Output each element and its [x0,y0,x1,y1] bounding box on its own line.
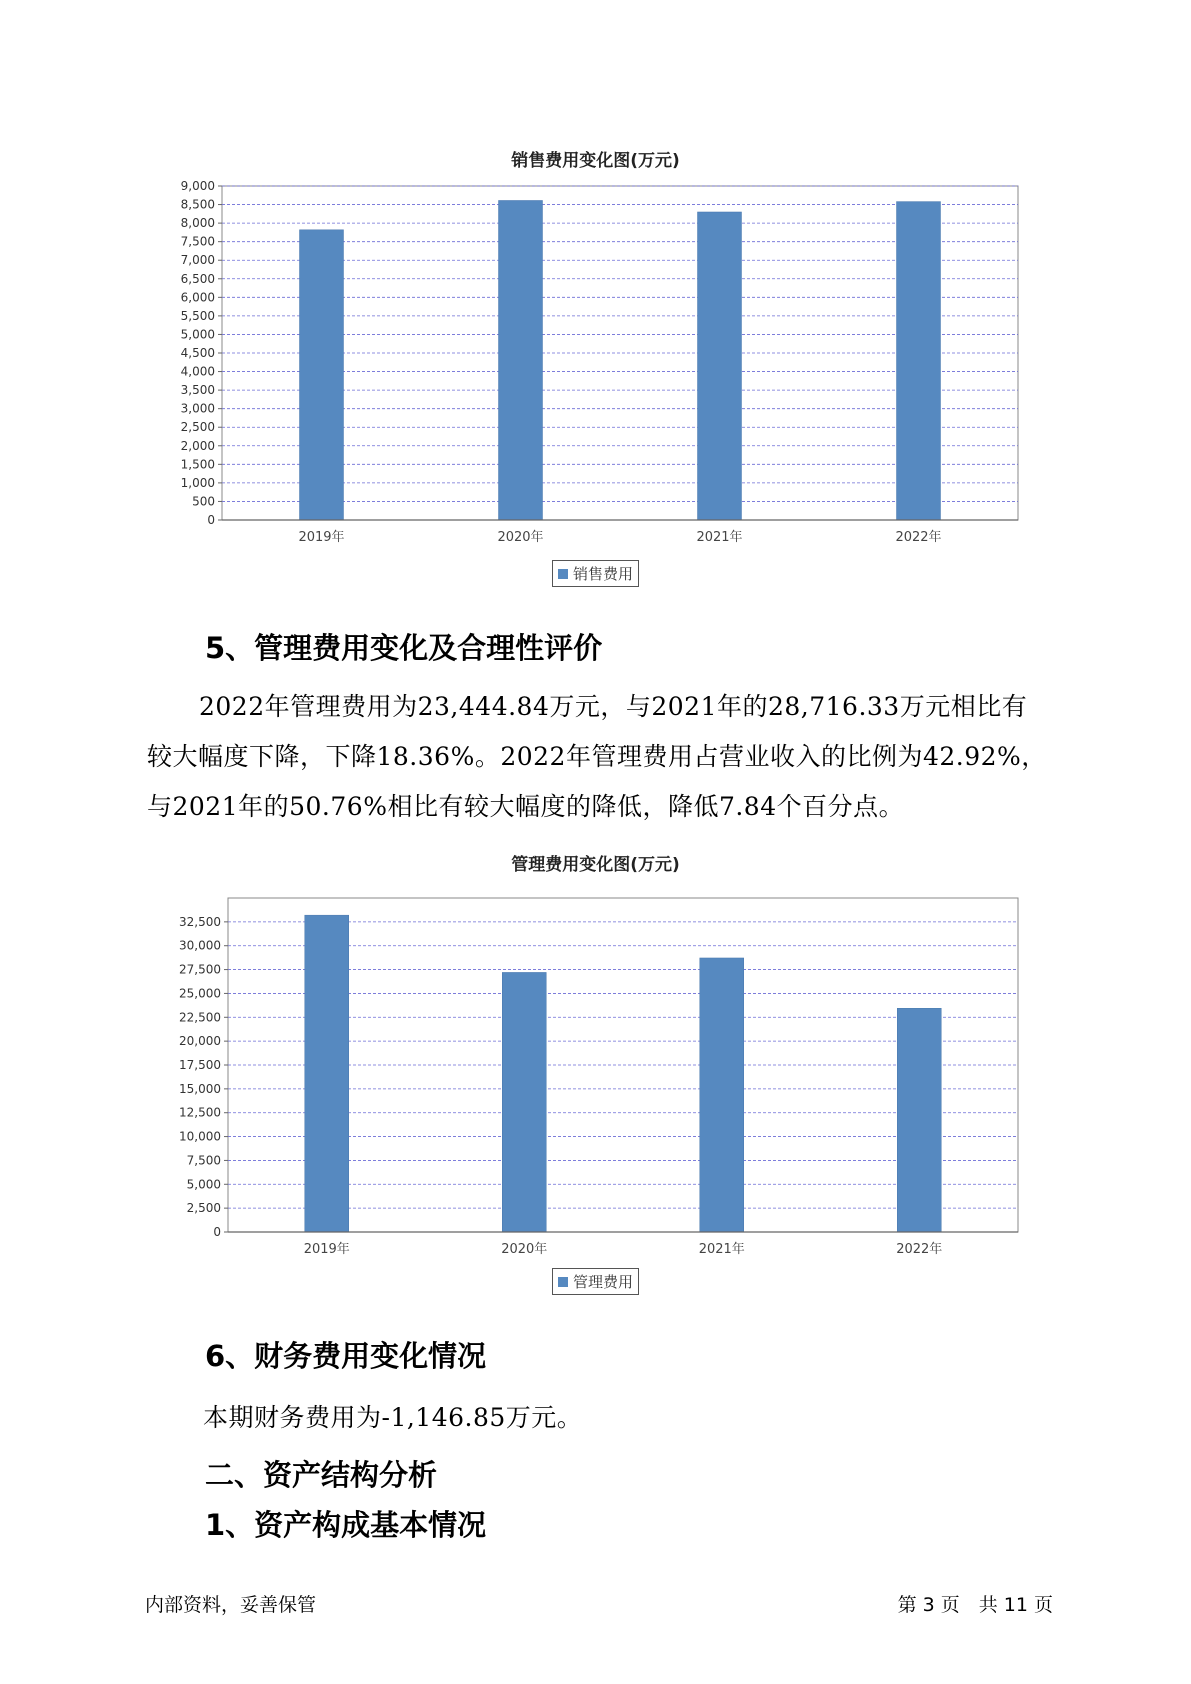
y-tick-label: 9,000 [180,179,215,193]
x-tick-label: 2020年 [501,1242,548,1257]
bar-1 [305,915,349,1232]
x-tick-label: 2022年 [895,530,942,545]
paragraph-line-1: 2022年管理费用为23,444.84万元，与2021年的28,716.33万元相比有 [199,692,1028,721]
x-tick-label: 2021年 [696,530,743,545]
y-tick-label: 2,500 [180,420,215,435]
x-tick-label: 2021年 [698,1242,745,1257]
y-tick-label: 5,000 [180,327,215,342]
footer-confidential: 内部资料，妥善保管 [145,1594,317,1616]
y-tick-label: 15,000 [179,1081,221,1096]
y-tick-label: 12,500 [179,1105,221,1120]
legend-swatch [558,569,568,579]
bar-2 [502,972,546,1232]
bar-4 [897,1008,941,1232]
y-tick-label: 7,500 [186,1153,221,1168]
y-tick-label: 3,500 [180,383,215,398]
y-tick-label: 500 [192,494,215,509]
y-tick-label: 5,500 [180,308,215,323]
footer-page-number: 第 3 页 共 11 页 [897,1594,1053,1616]
y-tick-label: 27,500 [179,962,221,977]
legend-swatch [558,1277,568,1287]
bar-2 [499,200,543,520]
y-tick-label: 7,000 [180,253,215,268]
y-tick-label: 2,500 [186,1201,221,1216]
y-tick-label: 8,000 [180,216,215,231]
y-tick-label: 32,500 [179,914,221,929]
admin-expense-chart [0,880,1191,1260]
y-tick-label: 4,500 [180,346,215,360]
sales-chart-title: 销售费用变化图(万元) [511,151,680,171]
y-tick-label: 30,000 [179,938,221,953]
y-tick-label: 3,000 [180,401,215,416]
y-tick-label: 0 [213,1225,221,1239]
sales-chart-legend [552,560,639,587]
y-tick-label: 25,000 [179,986,221,1001]
x-tick-label: 2019年 [303,1242,350,1257]
bar-1 [300,230,344,520]
y-tick-label: 7,500 [180,234,215,249]
section-5-paragraph [147,682,1057,832]
admin-legend-label: 管理费用 [572,1273,633,1291]
y-tick-label: 2,000 [180,438,215,453]
y-tick-label: 1,500 [180,457,215,472]
y-tick-label: 20,000 [179,1034,221,1049]
y-tick-label: 6,000 [180,290,215,305]
y-tick-label: 0 [207,513,215,527]
part-2-subheading: 1、资产构成基本情况 [205,1508,487,1542]
y-tick-label: 17,500 [179,1058,221,1072]
y-tick-label: 4,000 [180,364,215,379]
bar-4 [897,202,941,520]
y-tick-label: 22,500 [179,1010,221,1025]
paragraph-line-3: 与2021年的50.76%相比有较大幅度的降低，降低7.84个百分点。 [147,792,905,821]
section-6-text: 本期财务费用为-1,146.85万元。 [203,1403,583,1432]
section-6-heading: 6、财务费用变化情况 [205,1339,487,1373]
admin-chart-title: 管理费用变化图(万元) [511,855,680,875]
admin-chart-legend [552,1268,639,1295]
sales-legend-label: 销售费用 [572,565,633,583]
y-tick-label: 1,000 [180,475,215,490]
x-tick-label: 2022年 [896,1242,943,1257]
section-5-heading: 5、管理费用变化及合理性评价 [205,631,603,665]
paragraph-line-2: 较大幅度下降，下降18.36%。2022年管理费用占营业收入的比例为42.92%， [147,742,1047,771]
y-tick-label: 8,500 [180,197,215,212]
bar-3 [700,958,744,1232]
bar-3 [698,212,742,520]
sales-expense-chart [0,170,1191,545]
y-tick-label: 10,000 [179,1129,221,1144]
part-2-heading: 二、资产结构分析 [205,1458,438,1492]
x-tick-label: 2020年 [497,530,544,545]
y-tick-label: 6,500 [180,271,215,286]
x-tick-label: 2019年 [298,530,345,545]
y-tick-label: 5,000 [186,1177,221,1192]
